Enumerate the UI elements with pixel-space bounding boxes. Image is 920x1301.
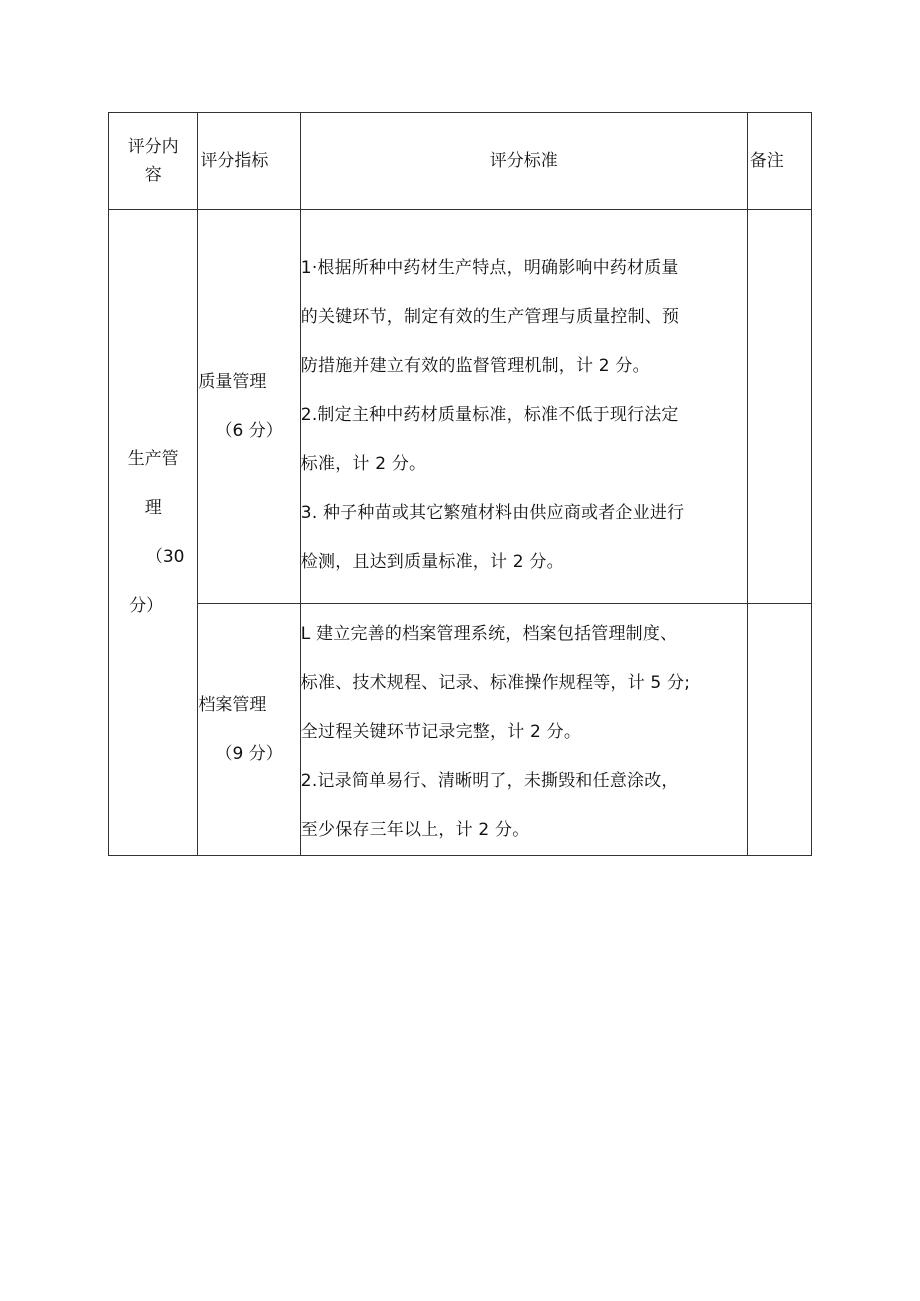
header-content-cell bbox=[109, 113, 198, 210]
category-score-line2: 分） bbox=[129, 595, 164, 616]
remark-cell-quality bbox=[747, 210, 811, 604]
category-line1: 生产管 bbox=[127, 448, 179, 469]
criteria-line: 至少保存三年以上，计 2 分。 bbox=[300, 820, 530, 840]
header-content-line2: 容 bbox=[144, 165, 162, 185]
index-name: 档案管理 bbox=[198, 694, 267, 715]
category-line2: 理 bbox=[144, 497, 162, 518]
index-score: （9 分） bbox=[215, 743, 283, 764]
criteria-line: 的关键环节，制定有效的生产管理与质量控制、预 bbox=[300, 307, 680, 327]
header-criteria-cell: 评分标准 bbox=[300, 113, 747, 210]
criteria-line: 2.记录简单易行、清晰明了，未撕毁和任意涂改， bbox=[300, 771, 679, 791]
criteria-line: 标准、技术规程、记录、标准操作规程等，计 5 分; bbox=[300, 673, 691, 693]
table-header-row bbox=[109, 113, 812, 210]
header-remark-cell: 备注 bbox=[747, 113, 811, 210]
criteria-cell-archive bbox=[300, 604, 747, 856]
index-cell-quality bbox=[198, 210, 300, 604]
index-score: （6 分） bbox=[215, 420, 283, 441]
criteria-line: 1·根据所种中药材生产特点，明确影响中药材质量 bbox=[300, 258, 679, 278]
table-row bbox=[109, 210, 812, 604]
criteria-line: 防措施并建立有效的监督管理机制，计 2 分。 bbox=[300, 356, 650, 376]
criteria-line: 2.制定主种中药材质量标准，标准不低于现行法定 bbox=[300, 405, 679, 425]
criteria-line: 检测，且达到质量标准，计 2 分。 bbox=[300, 552, 564, 572]
header-index-cell: 评分指标 bbox=[198, 113, 300, 210]
category-score-line1: （30 bbox=[145, 546, 185, 567]
scoring-table bbox=[108, 112, 812, 856]
category-cell bbox=[109, 210, 198, 856]
criteria-cell-quality bbox=[300, 210, 747, 604]
index-name: 质量管理 bbox=[198, 371, 267, 392]
table-row bbox=[109, 604, 812, 856]
criteria-line: 标准，计 2 分。 bbox=[300, 454, 427, 474]
criteria-line: 全过程关键环节记录完整，计 2 分。 bbox=[300, 722, 582, 742]
criteria-line: L 建立完善的档案管理系统，档案包括管理制度、 bbox=[300, 624, 678, 644]
index-cell-archive bbox=[198, 604, 300, 856]
remark-cell-archive bbox=[747, 604, 811, 856]
header-content-line1: 评分内 bbox=[127, 137, 179, 157]
criteria-line: 3. 种子种苗或其它繁殖材料由供应商或者企业进行 bbox=[300, 503, 685, 523]
